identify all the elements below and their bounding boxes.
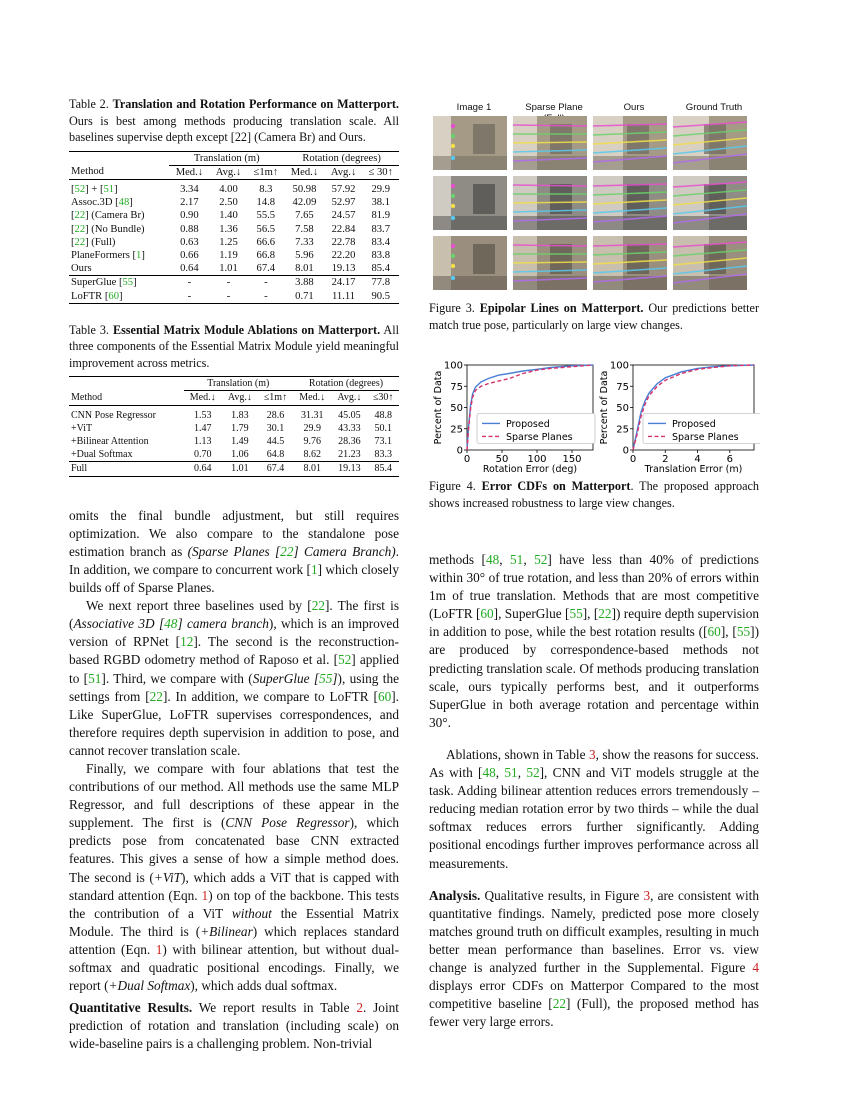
right-body-text (429, 551, 759, 1031)
legend-label: Proposed (672, 418, 716, 430)
table-cell: 48.8 (374, 409, 392, 421)
figure3-col-label-1: Image 1 (456, 102, 492, 113)
table-cell: - (187, 277, 192, 289)
table-cell: 1.25 (219, 236, 238, 248)
table-cell: 31.31 (300, 409, 324, 421)
table3 (69, 376, 399, 476)
table3-header-2: Avg.↓ (227, 392, 252, 404)
table-cell: +Dual Softmax (71, 449, 133, 461)
table-cell: 29.9 (371, 183, 390, 195)
legend-label: Proposed (506, 418, 550, 430)
table-cell: 1.47 (193, 422, 212, 434)
figure3-col-label-2: Sparse Plane (525, 102, 583, 113)
table-cell: - (226, 290, 231, 302)
figure4-label: Figure 4. (429, 479, 476, 493)
table-cell: Full (71, 463, 88, 475)
table-cell: 83.8 (371, 249, 390, 261)
table-cell: 1.36 (219, 223, 238, 235)
table-cell: 43.33 (338, 422, 361, 434)
figure3-image (513, 236, 587, 290)
table2-header-6: ≤ 30↑ (368, 166, 393, 178)
y-tick-label: 75 (616, 381, 629, 393)
y-tick-label: 75 (450, 381, 463, 393)
table-cell: 38.1 (371, 197, 390, 209)
table-cell: 1.01 (231, 463, 249, 475)
x-axis-label: Translation Error (m) (644, 464, 743, 474)
table-cell: 66.8 (256, 249, 276, 261)
table-row (69, 179, 399, 196)
table-cell: 81.9 (371, 210, 390, 222)
table3-group-rotation: Rotation (degrees) (293, 377, 399, 391)
figure4-charts (429, 359, 759, 474)
table-cell: +ViT (71, 422, 93, 434)
table-cell: 0.88 (180, 223, 199, 235)
y-tick-label: 50 (616, 403, 629, 414)
table2-header-3: ≤1m↑ (253, 166, 279, 178)
table-cell: Ours (71, 263, 92, 275)
analysis-heading: Analysis. (429, 887, 481, 903)
table3-header-6: ≤30↑ (372, 392, 394, 404)
table2-header-4: Med.↓ (290, 166, 319, 178)
table3-label: Table 3. (69, 322, 109, 337)
table-cell: CNN Pose Regressor (71, 409, 156, 421)
table-row (69, 448, 399, 462)
left-paragraph-3: Finally, we compare with four ablations that test the contributions of our method. All methods use the same MLP Regressor, and full descriptions of these appear in the supplement. The first is (CNN Pose Regressor), which predicts pose from concatenated base CNN extracted features. This gives a sense of how a simple method does. The second is (+ViT), which adds a ViT that is capped with standard attention (Eqn. 1) on top of the backbone. This tests the contribution of a ViT without the Essential Matrix Module. The third is (+Bilinear) which replaces standard attention (Eqn. 1) with bilinear attention, but without dual-softmax and quadratic positional encodings. Finally, we report (+Dual Softmax), which adds dual softmax. (69, 760, 400, 994)
table2-group-translation: Translation (m) (169, 151, 284, 165)
table-cell: 19.13 (331, 263, 356, 275)
x-tick-label: 100 (527, 454, 547, 465)
table-cell: 1.40 (219, 210, 238, 222)
table-cell: 22.84 (331, 223, 356, 235)
table2-header-1: Med.↓ (175, 166, 204, 178)
table-cell: - (187, 290, 192, 302)
left-column (69, 96, 399, 1053)
table-cell: 83.4 (371, 236, 390, 248)
table-cell: 1.01 (219, 263, 238, 275)
figure4-title: Error CDFs on Matterport (481, 479, 631, 493)
figure3-image (593, 176, 667, 230)
table-cell: 67.4 (266, 463, 285, 475)
table-cell: 19.13 (338, 463, 361, 475)
left-paragraph-1: omits the final bundle adjustment, but still requires optimization. We also compare to the standalone pose estimation branch as (Sparse Planes [22] Camera Branch). In addition, we compare to concurrent work [1] which closely builds off of Sparse Planes. (69, 507, 399, 596)
table-row (69, 290, 399, 304)
right-column (429, 96, 759, 1031)
y-tick-label: 25 (450, 424, 463, 436)
table-cell: 85.4 (371, 263, 390, 275)
x-tick-label: 0 (463, 454, 471, 465)
table3-header-1: Med.↓ (189, 392, 216, 404)
table-cell: [52] + [51] (71, 183, 118, 195)
table-cell: 24.57 (331, 210, 356, 222)
table-cell: 22.78 (331, 236, 356, 248)
table-cell: 0.64 (193, 463, 212, 475)
table-cell: 2.17 (180, 197, 199, 209)
table-cell: 83.3 (374, 449, 392, 461)
table-cell: 4.00 (219, 183, 238, 195)
legend-label: Sparse Planes (506, 431, 573, 443)
table-cell: 3.34 (180, 183, 199, 195)
table-cell: 3.88 (295, 277, 314, 289)
table2-title: Translation and Rotation Performance on Matterport. (112, 97, 399, 111)
y-axis-label: Percent of Data (433, 370, 444, 445)
left-body-text (69, 507, 399, 1054)
table-row (69, 236, 399, 249)
table-cell: 44.5 (266, 436, 285, 448)
figure3-title: Epipolar Lines on Matterport. (479, 301, 644, 315)
figure4-caption: Figure 4. Error CDFs on Matterport. The proposed approach shows increased robustness to large view changes. (429, 479, 760, 510)
table-cell: 42.09 (292, 197, 317, 209)
table3-header-0: Method (71, 392, 103, 404)
table-cell: SuperGlue [55] (71, 277, 137, 289)
y-tick-label: 25 (616, 424, 629, 436)
figure3-image (673, 236, 747, 290)
table-cell: 8.3 (259, 183, 273, 195)
x-tick-label: 0 (629, 454, 637, 465)
table-cell: 57.92 (331, 183, 356, 195)
figure3-image (433, 116, 507, 170)
table-cell: 1.53 (193, 409, 212, 421)
figure3-image (593, 236, 667, 290)
table2-group-rotation: Rotation (degrees) (284, 151, 399, 165)
table-cell: 9.76 (303, 436, 321, 448)
translation-cdf-chart (595, 359, 760, 474)
y-tick-label: 0 (456, 445, 463, 457)
table3-title: Essential Matrix Module Ablations on Matterport. (112, 322, 381, 337)
table-row (69, 249, 399, 262)
table-cell: 45.05 (338, 409, 361, 421)
table2-label: Table 2. (69, 97, 109, 111)
table-cell: [22] (No Bundle) (71, 223, 145, 235)
x-tick-label: 150 (562, 454, 582, 465)
table3-group-translation: Translation (m) (184, 377, 293, 391)
table2-header-5: Avg.↓ (330, 166, 357, 178)
table-cell: 77.8 (371, 277, 390, 289)
table2-caption (69, 96, 399, 146)
table-cell: 7.33 (295, 236, 314, 248)
table2 (69, 151, 399, 304)
table-cell: 52.97 (331, 197, 356, 209)
right-paragraph-2: Ablations, shown in Table 3, show the reasons for success. As with [48, 51, 52], CNN and ViT models struggle at the task. Adding bilinear attention reduces errors tremendously – reducing median rotation error by two thirds – while the dual softmax reduces errors further significantly. Adding positional encodings further improves performance across all measurements. (429, 746, 759, 871)
table-cell: 0.63 (180, 236, 199, 248)
legend-label: Sparse Planes (672, 431, 739, 443)
table3-desc: All three components of the Essential Matrix Module yield meaningful improvement across metrics. (69, 322, 399, 370)
table3-header-4: Med.↓ (299, 392, 326, 404)
table-cell: 30.1 (266, 422, 285, 434)
table-cell: 55.5 (256, 210, 276, 222)
table-cell: 24.17 (331, 277, 356, 289)
table-cell: - (264, 277, 268, 289)
table-cell: 1.19 (219, 249, 238, 261)
table-cell: 1.13 (193, 436, 212, 448)
table3-header-5: Avg.↓ (337, 392, 362, 404)
table-cell: [22] (Full) (71, 236, 116, 248)
table-cell: LoFTR [60] (71, 290, 123, 302)
table-row (69, 276, 399, 290)
table-cell: 1.79 (231, 422, 249, 434)
table-cell: 5.96 (295, 249, 314, 261)
right-paragraph-analysis: Analysis. Qualitative results, in Figure 3, are consistent with quantitative findings. Namely, predicted pose more closely matches ground truth on difficult examples, resulting in much better mean performance than baselines. Error vs. view change is analyzed further in the Supplemental. Figure 4 displays error CDFs on Matterpor Compared to the most competitive baseline [22] (Full), the proposed method has fewer very large errors. (429, 887, 760, 1030)
table-cell: 7.58 (295, 223, 314, 235)
figure3-image (673, 116, 747, 170)
table-cell: +Bilinear Attention (71, 436, 149, 448)
table-cell: 50.98 (292, 183, 317, 195)
table-row (69, 262, 399, 276)
table-cell: 14.8 (256, 197, 276, 209)
table-cell: 28.36 (338, 436, 361, 448)
x-tick-label: 2 (662, 454, 669, 465)
figure4-desc: The proposed approach shows increased robustness to large view changes. (429, 479, 760, 510)
table3-header-3: ≤1m↑ (263, 392, 288, 404)
table-cell: 0.71 (295, 290, 314, 302)
table2-header-2: Avg.↓ (215, 166, 242, 178)
table-cell: 8.01 (303, 463, 321, 475)
figure3-image (513, 176, 587, 230)
figure3-desc: Our predictions better match true pose, particularly on large view changes. (429, 301, 759, 332)
table-cell: 50.1 (374, 422, 392, 434)
y-axis-label: Percent of Data (599, 370, 610, 445)
y-tick-label: 50 (450, 403, 463, 414)
table-cell: 67.4 (256, 263, 276, 275)
table-cell: 29.9 (303, 422, 321, 434)
x-tick-label: 4 (694, 454, 701, 465)
y-tick-label: 100 (609, 360, 629, 372)
table-row (69, 209, 399, 222)
table-cell: 11.11 (332, 290, 356, 302)
table-cell: 83.7 (371, 223, 390, 235)
table2-header-0: Method (71, 166, 104, 178)
table-cell: 0.70 (193, 449, 212, 461)
table-cell: PlaneFormers [1] (71, 249, 145, 261)
figure3-label: Figure 3. (429, 301, 475, 315)
table-cell: 8.62 (303, 449, 321, 461)
table-cell: 56.5 (256, 223, 276, 235)
table-cell: - (264, 290, 268, 302)
table-cell: 1.49 (231, 436, 249, 448)
table2-desc: Ours is best among methods producing translation scale. All baselines supervise depth except [22] (Camera Br) and Ours. (69, 113, 399, 144)
figure3-image (513, 116, 587, 170)
figure3-col-label-4: Ground Truth (685, 102, 743, 113)
table-row (69, 422, 399, 435)
table3-caption (69, 322, 399, 372)
y-tick-label: 0 (622, 445, 629, 457)
table-cell: 0.64 (180, 263, 199, 275)
table-cell: 73.1 (374, 436, 392, 448)
figure3-col-label-3: Ours (623, 102, 645, 113)
table-row (69, 462, 399, 476)
figure3-image (433, 176, 507, 230)
table-cell: 1.83 (231, 409, 249, 421)
table-cell: 2.50 (219, 197, 238, 209)
table-cell: 8.01 (295, 263, 314, 275)
table-row (69, 435, 399, 448)
table-cell: - (226, 277, 231, 289)
table-row (69, 223, 399, 236)
table-cell: 22.20 (331, 249, 356, 261)
table-cell: 28.6 (266, 409, 285, 421)
quant-heading: Quantitative Results. (69, 1000, 193, 1016)
table-row (69, 196, 399, 209)
x-axis-label: Rotation Error (deg) (482, 464, 578, 474)
table-cell: 64.8 (266, 449, 285, 461)
y-tick-label: 100 (443, 360, 463, 372)
figure3-grid (429, 96, 759, 294)
table-cell: 0.90 (180, 210, 199, 222)
table-cell: Assoc.3D [48] (71, 197, 133, 209)
figure3-image (673, 176, 747, 230)
table-cell: 7.65 (295, 210, 314, 222)
table-cell: 21.23 (338, 449, 361, 461)
x-tick-label: 6 (726, 454, 733, 465)
rotation-cdf-chart (429, 359, 599, 474)
table-cell: 85.4 (374, 463, 392, 475)
left-paragraph-quant: Quantitative Results. We report results in Table 2. Joint prediction of rotation and translation (including scale) on wide-baseline pairs is a challenging problem. Non-trivial (69, 1000, 399, 1052)
table-cell: 66.6 (256, 236, 276, 248)
table-row (69, 405, 399, 422)
x-tick-label: 50 (495, 454, 509, 465)
right-paragraph-1: methods [48, 51, 52] have less than 40% of predictions within 30° of true rotation, and less than 20% of errors within 1m of true translation. Methods that are most competitive (LoFTR [60], SuperGlue [55], [22]) require depth supervision in addition to pose, while the best rotation results ([60], [55]) are produced by correspondence-based methods not predicting translation scale. Of methods producing translation scale, ours typically performs best, and it outperforms SuperGlue in both average rotation and percentage within 30°. (429, 552, 759, 730)
table-cell: 0.66 (180, 249, 199, 261)
table-cell: [22] (Camera Br) (71, 210, 145, 222)
table-cell: 90.5 (371, 290, 390, 302)
table-cell: 1.06 (231, 449, 249, 461)
figure3-caption (429, 300, 759, 333)
figure3-image (593, 116, 667, 170)
figure3-image (433, 236, 507, 290)
left-paragraph-2: We next report three baselines used by [22]. The first is (Associative 3D [48] camera branch), which is an improved version of RPNet [12]. The second is the reconstruction-based RGBD odometry method of Raposo et al. [52] applied to [51]. Third, we compare with (SuperGlue [55]), using the settings from [22]. In addition, we compare to LoFTR [60]. Like SuperGlue, LoFTR supervises correspondences, and therefore requires depth supervision in addition to pose, and cannot recover translation scale. (69, 598, 399, 758)
